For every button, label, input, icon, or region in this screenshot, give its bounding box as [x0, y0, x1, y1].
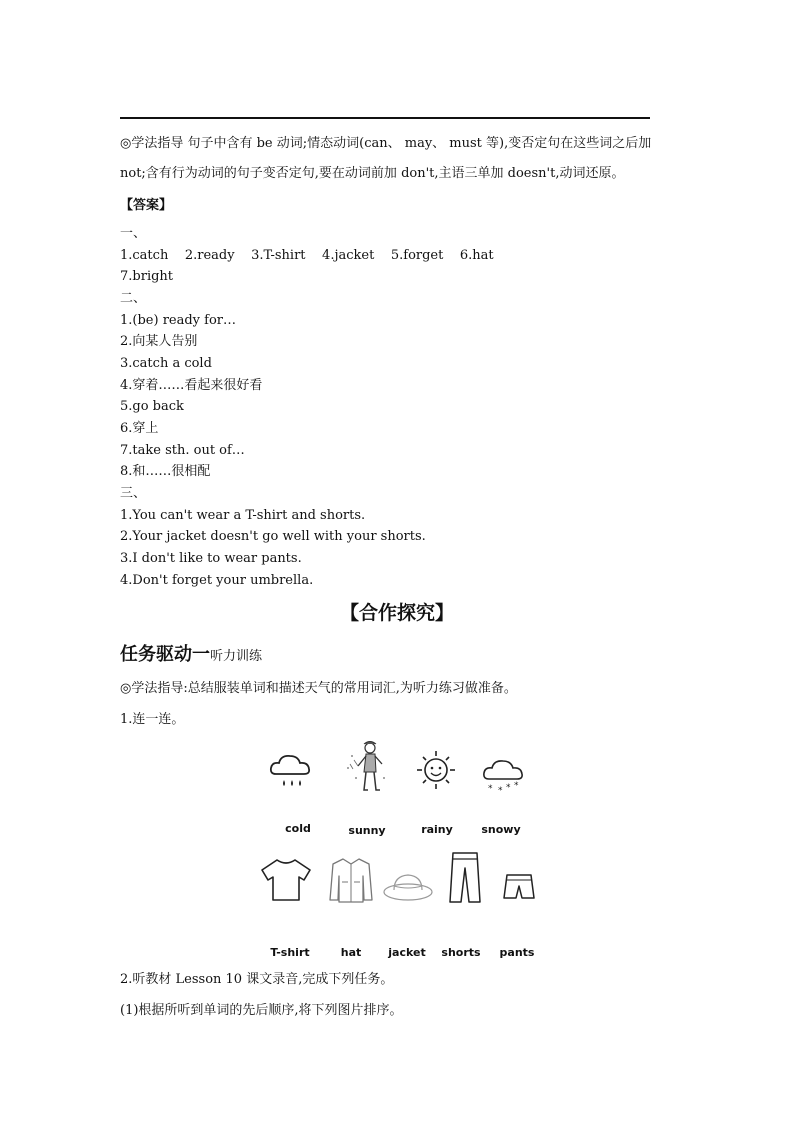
snow-cloud-icon — [482, 755, 526, 797]
svg-text:*: * — [498, 786, 503, 796]
question-2-1: (1)根据所听到单词的先后顺序,将下列图片排序。 — [120, 1003, 403, 1018]
person-in-snow-icon — [342, 738, 392, 798]
weather-label: cold — [285, 822, 311, 835]
study-guide-1b: not;含有行为动词的句子变否定句,要在动词前加 don't,主语三单加 doesn't,动词还原。 — [120, 166, 625, 181]
rain-cloud-icon — [268, 750, 314, 792]
svg-text:*: * — [514, 781, 519, 791]
part2-item: 8.和……很相配 — [120, 464, 211, 479]
hat-icon — [382, 868, 434, 906]
section-title: 【合作探究】 — [339, 602, 454, 624]
top-divider — [120, 117, 650, 119]
part2-item: 7.take sth. out of… — [120, 443, 245, 458]
part2-item: 1.(be) ready for… — [120, 313, 237, 328]
task-title-main: 任务驱动一 — [120, 644, 210, 665]
question-2: 2.听教材 Lesson 10 课文录音,完成下列任务。 — [120, 972, 394, 987]
part2-item: 5.go back — [120, 399, 184, 414]
part2-item: 3.catch a cold — [120, 356, 212, 371]
part2-heading: 二、 — [120, 291, 147, 306]
part3-item: 2.Your jacket doesn't go well with your shorts. — [120, 529, 426, 544]
part3-item: 3.I don't like to wear pants. — [120, 551, 302, 566]
clothes-label: T-shirt — [270, 946, 310, 959]
part1-line1: 1.catch 2.ready 3.T-shirt 4.jacket 5.forget 6.hat — [120, 248, 494, 263]
part3-item: 1.You can't wear a T-shirt and shorts. — [120, 508, 366, 523]
part3-item: 4.Don't forget your umbrella. — [120, 573, 314, 588]
study-guide-1a: ◎学法指导 句子中含有 be 动词;情态动词(can、 may、 must 等),变否定句在这些词之后加 — [120, 136, 652, 151]
jacket-icon — [328, 856, 374, 906]
clothes-label: jacket — [388, 946, 426, 959]
task-title-sub: 听力训练 — [210, 649, 263, 664]
part1-heading: 一、 — [120, 226, 147, 241]
answer-heading: 【答案】 — [120, 198, 173, 213]
pants-icon — [448, 850, 482, 906]
shorts-icon — [502, 872, 536, 904]
part2-item: 6.穿上 — [120, 421, 159, 436]
clothes-label: shorts — [441, 946, 481, 959]
svg-text:*: * — [488, 784, 493, 794]
part1-line2: 7.bright — [120, 269, 174, 284]
part2-item: 2.向某人告别 — [120, 334, 198, 349]
weather-label: rainy — [421, 823, 453, 836]
study-guide-2: ◎学法指导:总结服装单词和描述天气的常用词汇,为听力练习做准备。 — [120, 681, 517, 696]
task-title — [120, 640, 262, 666]
part2-item: 4.穿着……看起来很好看 — [120, 378, 263, 393]
weather-label: sunny — [348, 824, 386, 837]
question-1: 1.连一连。 — [120, 712, 185, 727]
part3-heading: 三、 — [120, 486, 147, 501]
weather-label: snowy — [481, 823, 521, 836]
svg-text:*: * — [506, 783, 511, 793]
t-shirt-icon — [260, 856, 312, 904]
sun-icon — [412, 748, 460, 792]
clothes-label: pants — [499, 946, 535, 959]
clothes-label: hat — [340, 946, 362, 959]
